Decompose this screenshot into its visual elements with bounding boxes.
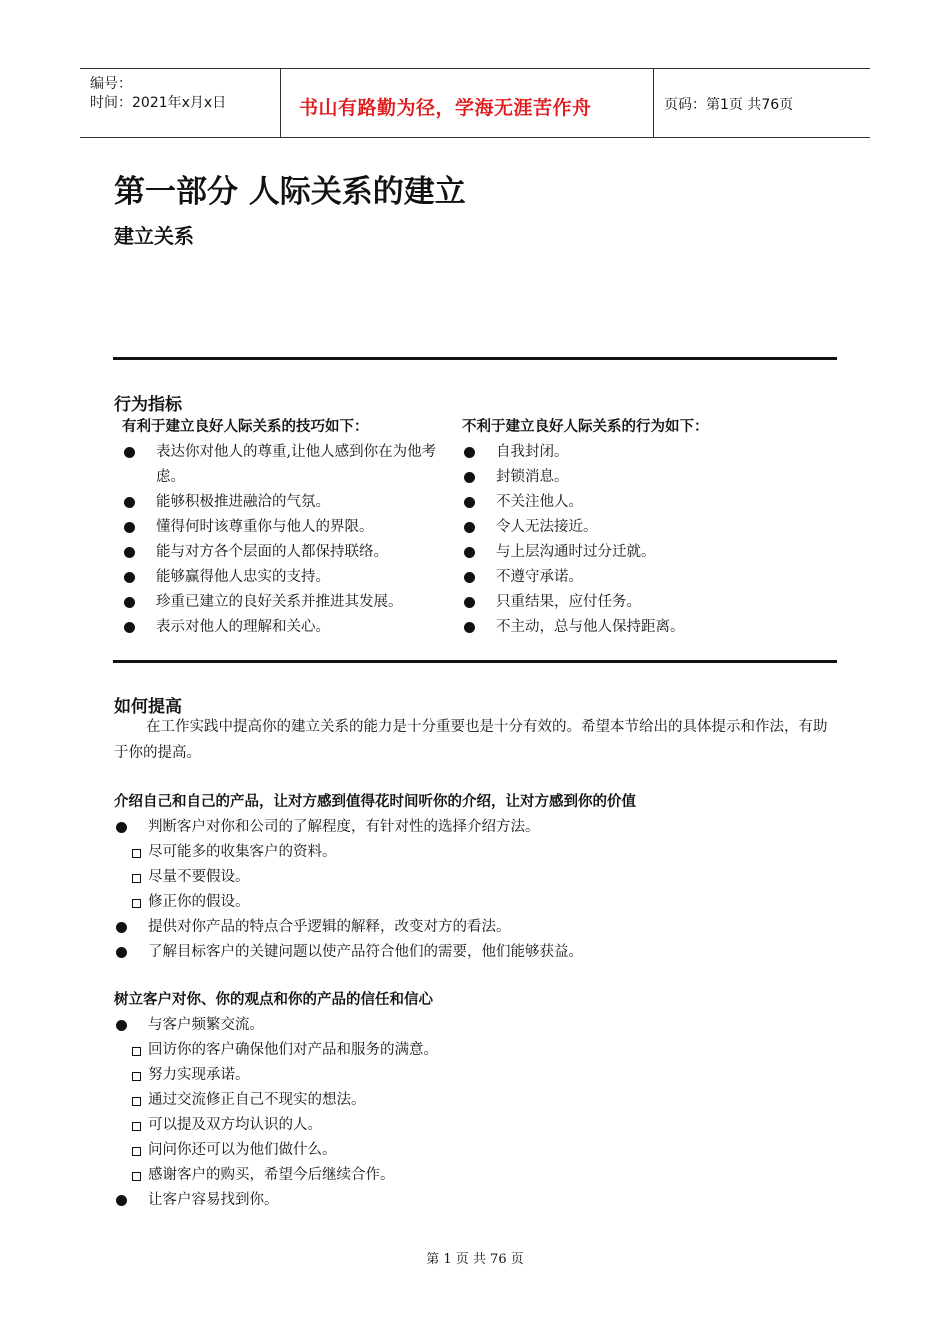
positive-list bbox=[122, 440, 452, 640]
square-bullet-icon bbox=[132, 1172, 141, 1181]
improve-intro: 在工作实践中提高你的建立关系的能力是十分重要也是十分有效的。希望本节给出的具体提示和作法，有助于你的提高。 bbox=[114, 719, 828, 761]
list-item: 能够积极推进融洽的气氛。 bbox=[122, 490, 452, 515]
bullet-icon bbox=[124, 447, 135, 458]
bullet-icon bbox=[124, 597, 135, 608]
divider bbox=[113, 357, 837, 360]
bullet-icon bbox=[116, 922, 127, 933]
bullet-icon bbox=[124, 547, 135, 558]
section-introduce bbox=[114, 789, 844, 965]
sub-list-item: 可以提及双方均认识的人。 bbox=[114, 1113, 844, 1138]
bullet-icon bbox=[464, 522, 475, 533]
header-meta-cell bbox=[80, 69, 281, 137]
list-item: 懂得何时该尊重你与他人的界限。 bbox=[122, 515, 452, 540]
sub-list-item: 尽可能多的收集客户的资料。 bbox=[114, 840, 844, 865]
list-item: 提供对你产品的特点合乎逻辑的解释，改变对方的看法。 bbox=[114, 915, 844, 940]
list-item: 判断客户对你和公司的了解程度，有针对性的选择介绍方法。 bbox=[114, 815, 844, 840]
negative-column bbox=[462, 415, 832, 640]
square-bullet-icon bbox=[132, 1147, 141, 1156]
header-page-cell bbox=[654, 69, 870, 137]
positive-heading: 有利于建立良好人际关系的技巧如下： bbox=[122, 419, 369, 435]
square-bullet-icon bbox=[132, 1072, 141, 1081]
page-title: 第一部分 人际关系的建立 bbox=[114, 174, 466, 210]
list-item: 只重结果，应付任务。 bbox=[462, 590, 832, 615]
header-motto-cell bbox=[281, 69, 654, 137]
list-item: 不关注他人。 bbox=[462, 490, 832, 515]
list-item: 封锁消息。 bbox=[462, 465, 832, 490]
bullet-icon bbox=[124, 622, 135, 633]
bullet-icon bbox=[124, 522, 135, 533]
list-item: 珍重已建立的良好关系并推进其发展。 bbox=[122, 590, 452, 615]
sub-list-item: 努力实现承诺。 bbox=[114, 1063, 844, 1088]
square-bullet-icon bbox=[132, 1097, 141, 1106]
positive-column bbox=[122, 415, 452, 640]
bullet-icon bbox=[464, 597, 475, 608]
list-item: 不遵守承诺。 bbox=[462, 565, 832, 590]
page-footer: 第 1 页 共 76 页 bbox=[426, 1252, 524, 1267]
negative-list bbox=[462, 440, 832, 640]
bullet-icon bbox=[124, 572, 135, 583]
square-bullet-icon bbox=[132, 1047, 141, 1056]
square-bullet-icon bbox=[132, 849, 141, 858]
sub-list-item: 通过交流修正自己不现实的想法。 bbox=[114, 1088, 844, 1113]
bullet-icon bbox=[116, 1195, 127, 1206]
list-item: 让客户容易找到你。 bbox=[114, 1188, 844, 1213]
list-item: 能够赢得他人忠实的支持。 bbox=[122, 565, 452, 590]
indicators-heading: 行为指标 bbox=[114, 395, 182, 415]
list-item: 与客户频繁交流。 bbox=[114, 1013, 844, 1038]
sub-list-item: 感谢客户的购买，希望今后继续合作。 bbox=[114, 1163, 844, 1188]
list-item: 能与对方各个层面的人都保持联络。 bbox=[122, 540, 452, 565]
page-subtitle: 建立关系 bbox=[114, 224, 194, 248]
bullet-icon bbox=[116, 1020, 127, 1031]
improve-heading: 如何提高 bbox=[114, 697, 182, 717]
section-title: 介绍自己和自己的产品，让对方感到值得花时间听你的介绍，让对方感到你的价值 bbox=[114, 794, 636, 810]
list-item: 表达你对他人的尊重,让他人感到你在为他考虑。 bbox=[122, 440, 452, 490]
sub-list-item: 修正你的假设。 bbox=[114, 890, 844, 915]
bullet-icon bbox=[464, 622, 475, 633]
list-item: 了解目标客户的关键问题以使产品符合他们的需要，他们能够获益。 bbox=[114, 940, 844, 965]
bullet-icon bbox=[116, 947, 127, 958]
motto-text: 书山有路勤为径，学海无涯苦作舟 bbox=[299, 97, 592, 119]
bullet-icon bbox=[116, 822, 127, 833]
bullet-icon bbox=[124, 497, 135, 508]
page-info: 页码：第1页 共76页 bbox=[664, 97, 794, 113]
bullet-icon bbox=[464, 497, 475, 508]
list-item: 不主动，总与他人保持距离。 bbox=[462, 615, 832, 640]
bullet-icon bbox=[464, 472, 475, 483]
sub-list-item: 尽量不要假设。 bbox=[114, 865, 844, 890]
bullet-icon bbox=[464, 547, 475, 558]
square-bullet-icon bbox=[132, 1122, 141, 1131]
serial-label: 编号： bbox=[90, 76, 132, 92]
sub-list-item: 回访你的客户确保他们对产品和服务的满意。 bbox=[114, 1038, 844, 1063]
negative-heading: 不利于建立良好人际关系的行为如下： bbox=[462, 419, 709, 435]
bullet-icon bbox=[464, 447, 475, 458]
square-bullet-icon bbox=[132, 874, 141, 883]
sub-list-item: 问问你还可以为他们做什么。 bbox=[114, 1138, 844, 1163]
section-title: 树立客户对你、你的观点和你的产品的信任和信心 bbox=[114, 992, 433, 1008]
document-header bbox=[80, 68, 870, 138]
divider bbox=[113, 660, 837, 663]
list-item: 与上层沟通时过分迁就。 bbox=[462, 540, 832, 565]
list-item: 表示对他人的理解和关心。 bbox=[122, 615, 452, 640]
list-item: 自我封闭。 bbox=[462, 440, 832, 465]
bullet-icon bbox=[464, 572, 475, 583]
square-bullet-icon bbox=[132, 899, 141, 908]
list-item: 令人无法接近。 bbox=[462, 515, 832, 540]
section-trust bbox=[114, 987, 844, 1213]
date-label: 时间：2021年x月x日 bbox=[90, 95, 227, 111]
